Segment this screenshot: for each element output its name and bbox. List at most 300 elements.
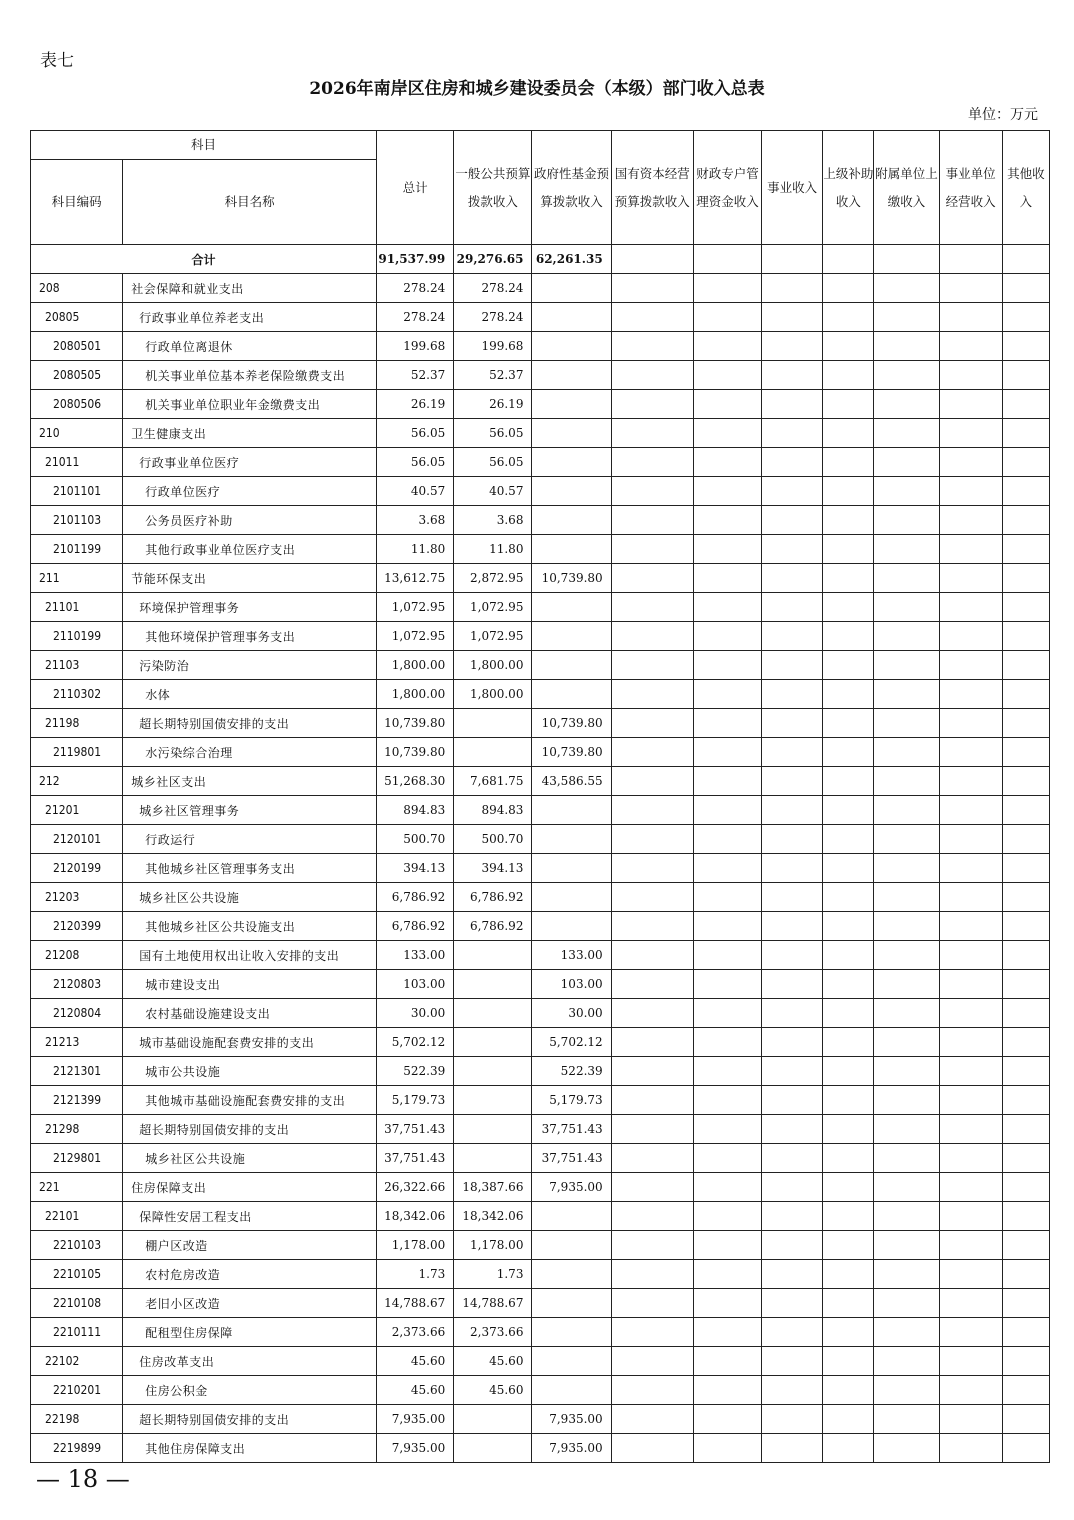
row-general [454,1086,532,1115]
empty-cell [874,332,939,361]
empty-cell [939,1347,1002,1376]
empty-cell [693,622,761,651]
empty-cell [693,883,761,912]
row-general [454,970,532,999]
empty-cell [823,1289,874,1318]
empty-cell [1002,941,1049,970]
row-general [454,1144,532,1173]
empty-cell [939,332,1002,361]
row-code: 20805 [31,303,123,332]
empty-cell [1002,796,1049,825]
empty-cell [939,1231,1002,1260]
empty-cell [823,419,874,448]
empty-cell [874,1173,939,1202]
empty-cell [939,767,1002,796]
table-row [31,767,1050,796]
empty-cell [1002,1289,1049,1318]
row-general: 52.37 [454,361,532,390]
row-name: 卫生健康支出 [123,419,377,448]
row-total: 278.24 [377,303,454,332]
empty-cell [823,912,874,941]
row-name: 其他城乡社区管理事务支出 [123,854,377,883]
table-row [31,1057,1050,1086]
empty-cell [762,448,823,477]
row-code: 21011 [31,448,123,477]
row-total: 1,800.00 [377,651,454,680]
empty-cell [874,622,939,651]
empty-cell [693,593,761,622]
row-general [454,709,532,738]
row-total: 30.00 [377,999,454,1028]
empty-cell [1002,1028,1049,1057]
table-row [31,1028,1050,1057]
row-general: 1,178.00 [454,1231,532,1260]
table-row [31,332,1050,361]
empty-cell [823,883,874,912]
empty-cell [823,448,874,477]
row-code: 2080501 [31,332,123,361]
table-row [31,738,1050,767]
row-code: 221 [31,1173,123,1202]
empty-cell [611,303,693,332]
empty-cell [762,303,823,332]
table-row [31,1115,1050,1144]
empty-cell [762,912,823,941]
row-total: 278.24 [377,274,454,303]
empty-cell [874,796,939,825]
row-general: 2,872.95 [454,564,532,593]
empty-cell [693,1434,761,1463]
empty-cell [874,912,939,941]
row-name: 其他环境保护管理事务支出 [123,622,377,651]
empty-cell [693,1289,761,1318]
table-row [31,1144,1050,1173]
empty-cell [611,506,693,535]
empty-cell [693,506,761,535]
empty-cell [939,477,1002,506]
row-total: 1,072.95 [377,622,454,651]
empty-cell [874,854,939,883]
row-fund [532,1202,611,1231]
empty-cell [1002,564,1049,593]
empty-cell [823,738,874,767]
empty-cell [939,1086,1002,1115]
row-general [454,941,532,970]
row-fund [532,419,611,448]
header-name: 科目名称 [123,160,377,245]
header-fiscal-special: 财政专户管理资金收入 [693,131,761,245]
row-name: 行政单位离退休 [123,332,377,361]
row-name: 环境保护管理事务 [123,593,377,622]
empty-cell [823,1405,874,1434]
table-row [31,651,1050,680]
row-fund [532,912,611,941]
empty-cell [823,535,874,564]
empty-cell [611,999,693,1028]
table-row [31,622,1050,651]
empty-cell [611,535,693,564]
empty-cell [939,912,1002,941]
empty-cell [874,303,939,332]
row-fund [532,883,611,912]
empty-cell [762,390,823,419]
table-row [31,1086,1050,1115]
empty-cell [762,1405,823,1434]
empty-cell [693,796,761,825]
empty-cell [823,622,874,651]
row-fund [532,274,611,303]
row-fund: 133.00 [532,941,611,970]
empty-cell [762,506,823,535]
row-code: 2120199 [31,854,123,883]
row-general: 26.19 [454,390,532,419]
row-fund [532,825,611,854]
row-code: 2080506 [31,390,123,419]
row-name: 社会保障和就业支出 [123,274,377,303]
table-row [31,506,1050,535]
empty-cell [611,1144,693,1173]
row-name: 污染防治 [123,651,377,680]
row-total: 133.00 [377,941,454,970]
row-name: 住房改革支出 [123,1347,377,1376]
table-row [31,303,1050,332]
empty-cell [1002,883,1049,912]
empty-cell [693,1057,761,1086]
empty-cell [611,738,693,767]
empty-cell [1002,506,1049,535]
empty-cell [1002,477,1049,506]
empty-cell [823,941,874,970]
row-total: 7,935.00 [377,1405,454,1434]
row-name: 水体 [123,680,377,709]
empty-cell [874,999,939,1028]
empty-cell [611,767,693,796]
table-row [31,1173,1050,1202]
empty-cell [611,419,693,448]
empty-cell [939,1115,1002,1144]
empty-cell [1002,1260,1049,1289]
table-row [31,941,1050,970]
empty-cell [823,1057,874,1086]
table-label: 表七 [40,51,74,71]
row-code: 2110199 [31,622,123,651]
empty-cell [1002,767,1049,796]
header-operating: 事业单位经营收入 [939,131,1002,245]
empty-cell [874,680,939,709]
table-row [31,970,1050,999]
row-fund: 37,751.43 [532,1144,611,1173]
empty-cell [1002,390,1049,419]
row-fund [532,506,611,535]
row-name: 农村危房改造 [123,1260,377,1289]
row-fund [532,622,611,651]
row-code: 2210103 [31,1231,123,1260]
total-general: 29,276.65 [454,245,532,274]
empty-cell [611,1405,693,1434]
row-fund: 10,739.80 [532,564,611,593]
empty-cell [1002,999,1049,1028]
row-total: 18,342.06 [377,1202,454,1231]
empty-cell [693,1231,761,1260]
empty-cell [939,970,1002,999]
table-row [31,999,1050,1028]
unit-label: 单位：万元 [968,107,1038,123]
table-row [31,1376,1050,1405]
table-row [31,593,1050,622]
row-code: 2120399 [31,912,123,941]
empty-cell [1002,854,1049,883]
row-name: 节能环保支出 [123,564,377,593]
empty-cell [762,767,823,796]
empty-cell [611,1057,693,1086]
row-fund: 522.39 [532,1057,611,1086]
row-fund: 7,935.00 [532,1434,611,1463]
empty-cell [1002,535,1049,564]
empty-cell [874,1376,939,1405]
empty-cell [693,825,761,854]
table-row [31,1260,1050,1289]
empty-cell [762,825,823,854]
empty-cell [1002,1202,1049,1231]
empty-cell [823,854,874,883]
empty-cell [1002,1405,1049,1434]
empty-cell [939,1202,1002,1231]
row-name: 机关事业单位职业年金缴费支出 [123,390,377,419]
empty-cell [611,274,693,303]
empty-cell [611,651,693,680]
income-summary-table [30,130,1050,1463]
empty-cell [823,506,874,535]
row-general: 56.05 [454,448,532,477]
header-gov-fund: 政府性基金预算拨款收入 [532,131,611,245]
row-total: 1.73 [377,1260,454,1289]
empty-cell [611,332,693,361]
header-superior-subsidy: 上级补助收入 [823,131,874,245]
empty-cell [762,999,823,1028]
row-total: 394.13 [377,854,454,883]
empty-cell [1002,419,1049,448]
empty-cell [693,332,761,361]
empty-cell [874,883,939,912]
empty-cell [939,941,1002,970]
row-general: 500.70 [454,825,532,854]
empty-cell [823,1115,874,1144]
table-row [31,448,1050,477]
empty-cell [823,825,874,854]
empty-cell [939,999,1002,1028]
table-row [31,854,1050,883]
empty-cell [1002,593,1049,622]
row-name: 水污染综合治理 [123,738,377,767]
row-fund [532,1376,611,1405]
row-fund [532,448,611,477]
row-fund: 30.00 [532,999,611,1028]
row-total: 5,179.73 [377,1086,454,1115]
empty-cell [693,1173,761,1202]
row-general: 11.80 [454,535,532,564]
row-total: 52.37 [377,361,454,390]
empty-cell [939,274,1002,303]
empty-cell [611,1231,693,1260]
empty-cell [693,1376,761,1405]
empty-cell [874,941,939,970]
row-name: 其他城市基础设施配套费安排的支出 [123,1086,377,1115]
row-total: 11.80 [377,535,454,564]
row-name: 住房保障支出 [123,1173,377,1202]
empty-cell [693,274,761,303]
row-name: 行政单位医疗 [123,477,377,506]
empty-cell [939,1376,1002,1405]
page-title: 2026年南岸区住房和城乡建设委员会（本级）部门收入总表 [309,79,765,99]
row-general [454,738,532,767]
empty-cell [762,1115,823,1144]
row-general: 199.68 [454,332,532,361]
empty-cell [1002,1057,1049,1086]
table-row [31,1347,1050,1376]
table-row [31,564,1050,593]
empty-cell [611,361,693,390]
row-code: 21201 [31,796,123,825]
empty-cell [874,709,939,738]
empty-cell [611,1289,693,1318]
row-total: 10,739.80 [377,709,454,738]
row-general: 18,387.66 [454,1173,532,1202]
row-general [454,1434,532,1463]
empty-cell [823,1434,874,1463]
page-number: — 18 — [36,1465,130,1493]
empty-cell [693,1144,761,1173]
row-fund [532,1318,611,1347]
empty-cell [939,651,1002,680]
empty-cell [874,1260,939,1289]
row-code: 208 [31,274,123,303]
row-name: 其他行政事业单位医疗支出 [123,535,377,564]
empty-cell [823,1376,874,1405]
header-code: 科目编码 [31,160,123,245]
row-code: 21203 [31,883,123,912]
empty-cell [693,709,761,738]
row-total: 894.83 [377,796,454,825]
row-general [454,999,532,1028]
row-total: 5,702.12 [377,1028,454,1057]
empty-cell [874,593,939,622]
row-code: 2101199 [31,535,123,564]
empty-cell [874,1405,939,1434]
table-row [31,1434,1050,1463]
empty-cell [823,303,874,332]
row-fund [532,796,611,825]
empty-cell [611,825,693,854]
row-general [454,1057,532,1086]
empty-cell [939,1173,1002,1202]
row-fund: 7,935.00 [532,1173,611,1202]
table-row [31,1289,1050,1318]
header-business: 事业收入 [762,131,823,245]
row-name: 住房公积金 [123,1376,377,1405]
row-code: 2120803 [31,970,123,999]
row-code: 2210111 [31,1318,123,1347]
empty-cell [874,1144,939,1173]
row-code: 2120804 [31,999,123,1028]
empty-cell [611,448,693,477]
row-fund [532,332,611,361]
empty-cell [874,274,939,303]
row-general: 278.24 [454,303,532,332]
empty-cell [611,622,693,651]
row-code: 2210201 [31,1376,123,1405]
empty-cell [762,680,823,709]
empty-cell [762,1086,823,1115]
row-total: 37,751.43 [377,1144,454,1173]
empty-cell [939,825,1002,854]
row-name: 棚户区改造 [123,1231,377,1260]
row-general: 2,373.66 [454,1318,532,1347]
table-row [31,535,1050,564]
row-general: 45.60 [454,1376,532,1405]
empty-cell [1002,1318,1049,1347]
empty-cell [823,680,874,709]
row-name: 超长期特别国债安排的支出 [123,1405,377,1434]
empty-cell [762,738,823,767]
empty-cell [611,390,693,419]
empty-cell [693,390,761,419]
empty-cell [762,1173,823,1202]
row-name: 超长期特别国债安排的支出 [123,709,377,738]
row-name: 超长期特别国债安排的支出 [123,1115,377,1144]
row-general: 3.68 [454,506,532,535]
empty-cell [762,1260,823,1289]
row-total: 6,786.92 [377,883,454,912]
empty-cell [874,1057,939,1086]
empty-cell [939,796,1002,825]
empty-cell [762,883,823,912]
empty-cell [762,1376,823,1405]
empty-cell [939,564,1002,593]
row-total: 45.60 [377,1347,454,1376]
row-code: 2080505 [31,361,123,390]
empty-cell [823,999,874,1028]
row-code: 21198 [31,709,123,738]
empty-cell [823,593,874,622]
row-total: 522.39 [377,1057,454,1086]
row-code: 210 [31,419,123,448]
empty-cell [939,390,1002,419]
row-name: 保障性安居工程支出 [123,1202,377,1231]
empty-cell [762,1289,823,1318]
empty-cell [939,1057,1002,1086]
empty-cell [693,303,761,332]
empty-cell [823,1202,874,1231]
empty-cell [823,1173,874,1202]
row-code: 2101101 [31,477,123,506]
empty-cell [611,1028,693,1057]
empty-cell [939,361,1002,390]
empty-cell [939,1028,1002,1057]
row-code: 2210108 [31,1289,123,1318]
empty-cell [693,448,761,477]
row-total: 500.70 [377,825,454,854]
row-total: 1,072.95 [377,593,454,622]
empty-cell [1002,1144,1049,1173]
row-fund: 5,179.73 [532,1086,611,1115]
row-total: 103.00 [377,970,454,999]
empty-cell [693,651,761,680]
table-row [31,709,1050,738]
empty-cell [823,274,874,303]
row-name: 城乡社区管理事务 [123,796,377,825]
empty-cell [693,419,761,448]
empty-cell [693,1028,761,1057]
